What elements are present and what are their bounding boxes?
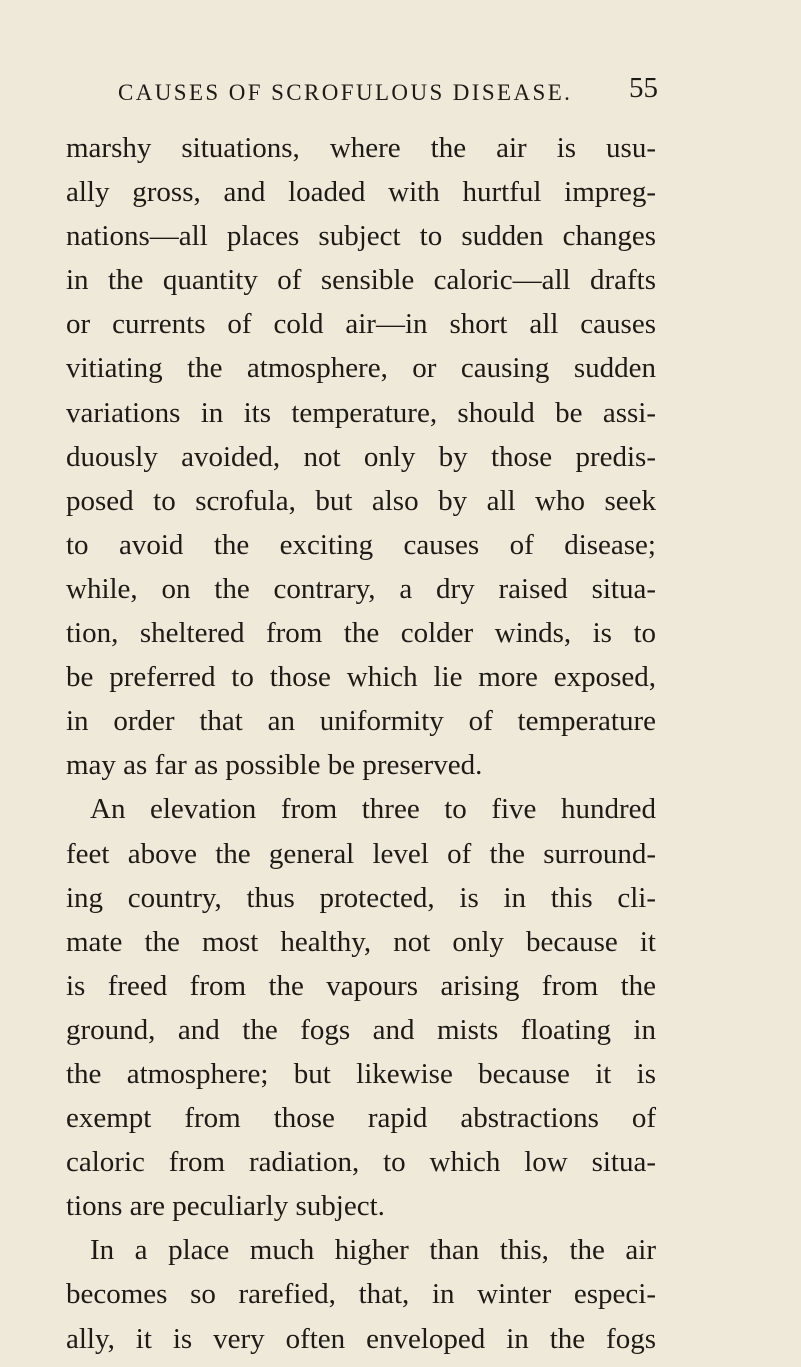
text-line: the atmosphere; but likewise because it is [66,1057,656,1090]
text-line: vitiating the atmosphere, or causing sudden [66,352,656,385]
text-line: An elevation from three to five hundred [90,793,656,826]
text-line: ally gross, and loaded with hurtful impreg- [66,176,656,209]
text-line: caloric from radiation, to which low situa- [66,1146,656,1179]
text-line: posed to scrofula, but also by all who seek [66,484,656,517]
text-line: in the quantity of sensible caloric—all drafts [66,264,656,297]
text-line: while, on the contrary, a dry raised situa- [66,572,656,605]
text-line: exempt from those rapid abstractions of [66,1102,656,1135]
text-line: variations in its temperature, should be assi- [66,396,656,429]
running-head [118,72,658,112]
text-line: to avoid the exciting causes of disease; [66,528,656,561]
text-line: nations—all places subject to sudden changes [66,220,656,253]
text-line: mate the most healthy, not only because it [66,925,656,958]
page-number: 55 [629,72,658,104]
running-title: CAUSES OF SCROFULOUS DISEASE. [118,80,573,105]
text-line: becomes so rarefied, that, in winter especi- [66,1278,656,1311]
text-line: feet above the general level of the surround- [66,837,656,870]
text-line: In a place much higher than this, the air [90,1234,656,1267]
text-line: duously avoided, not only by those predis- [66,440,656,473]
text-line: is freed from the vapours arising from the [66,969,656,1002]
text-line: ally, it is very often enveloped in the fogs [66,1322,656,1355]
text-line: ing country, thus protected, is in this cli- [66,881,656,914]
text-line: tions are peculiarly subject. [66,1190,385,1223]
text-line: be preferred to those which lie more exposed, [66,661,656,694]
text-line: tion, sheltered from the colder winds, is to [66,617,656,650]
text-line: marshy situations, where the air is usu- [66,132,656,164]
body-text [66,126,656,1361]
text-line: or currents of cold air—in short all causes [66,308,656,341]
text-line: may as far as possible be preserved. [66,749,483,782]
text-line: ground, and the fogs and mists floating in [66,1013,656,1046]
text-line: in order that an uniformity of temperature [66,705,656,738]
